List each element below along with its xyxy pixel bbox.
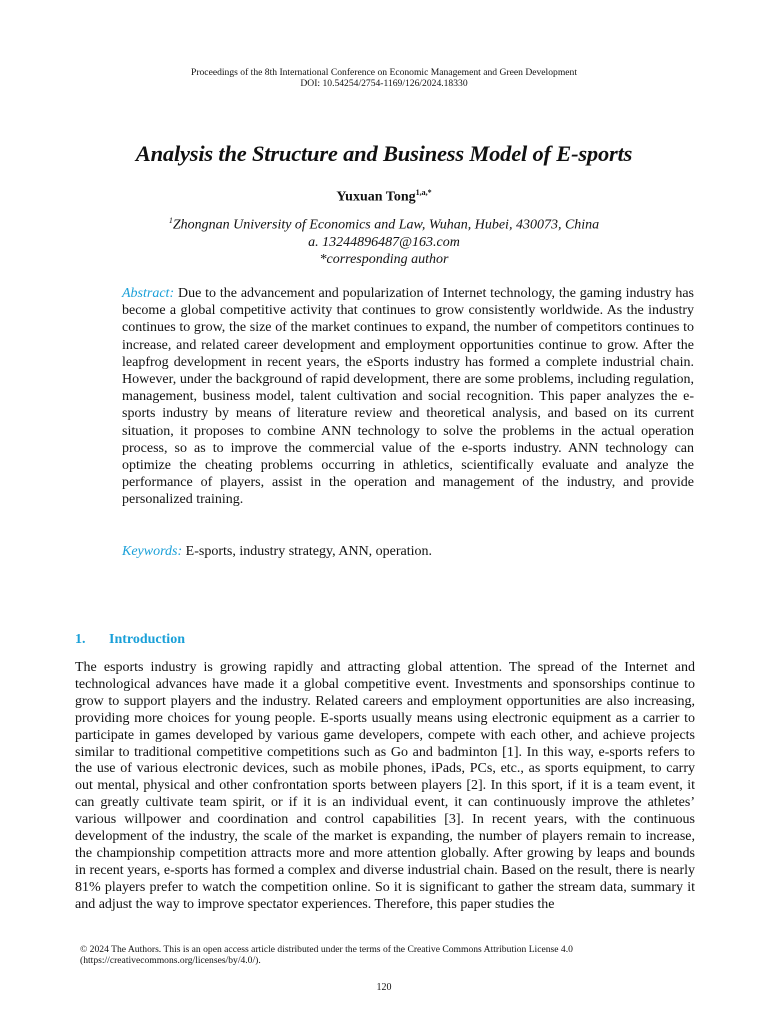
author-email: a. 13244896487@163.com bbox=[308, 234, 460, 250]
section-heading bbox=[75, 632, 185, 648]
author-superscript: 1,a,* bbox=[415, 188, 432, 197]
affiliation-block bbox=[0, 212, 768, 268]
page-number: 120 bbox=[376, 982, 392, 993]
running-header bbox=[0, 67, 768, 89]
section-number: 1. bbox=[75, 632, 86, 647]
header-conference: Proceedings of the 8th International Conference on Economic Management and Green Development bbox=[190, 67, 577, 78]
keywords bbox=[122, 543, 694, 560]
header-doi: DOI: 10.54254/2754-1169/126/2024.18330 bbox=[300, 78, 468, 89]
author-name: Yuxuan Tong bbox=[336, 189, 416, 205]
body-paragraph: The esports industry is growing rapidly and attracting global attention. The spread of the Internet and technological advances have made it a global competitive event. Investments and sponsorships continue to grow to support players and the industry. Related careers and employment opportunities are also increasing, providing more choices for young people. E-sports usually means using electronic equipment as a carrier to participate in games developed by various game developers, compete with each other, and achieve projects similar to traditional competitive competitions such as Go and badminton [1]. In this way, e-sports refers to the use of various electronic devices, such as mobile phones, iPads, PCs, etc., as sports equipment, to carry out mental, physical and other confrontation sports between players [2]. In this sport, if it is a team event, it can greatly cultivate team spirit, or if it is an individual event, it can continuously improve the athletes’ various willpower and coordination and control capabilities [3]. In recent years, with the continuous development of the industry, the scale of the market is expanding, the number of players remain to increase, the championship competition attracts more and more attention globally. After growing by leaps and bounds in recent years, e-sports has formed a complex and diverse industrial chain. Based on the result, there is nearly 81% players prefer to watch the competition online. So it is significant to gather the stream data, summary it and adjust the way to improve spectator experiences. Therefore, this paper studies the bbox=[75, 660, 695, 912]
corresponding-note: *corresponding author bbox=[319, 251, 449, 267]
affiliation-superscript: 1 bbox=[168, 216, 173, 225]
section-title: Introduction bbox=[109, 632, 185, 647]
abstract-text: Due to the advancement and popularization of Internet technology, the gaming industry has become a global competitive activity that continues to grow consistently worldwide. As the industry continues to grow, the size of the market continues to expand, the number of competitors continues to increase, and related career development and employment opportunities continue to grow. After the leapfrog development in recent years, the eSports industry has formed a complete industrial chain. However, under the background of rapid development, there are some problems, including regulation, management, business model, talent cultivation and social recognition. This paper analyzes the e-sports industry by means of literature review and theoretical analysis, and based on its current situation, it proposes to combine ANN technology to solve the problems in the actual operation process, so as to improve the commercial value of the e-sports industry. ANN technology can optimize the cheating problems occurring in athletics, scientifically evaluate and analyze the performance of players, assist in the operation and management of the industry, and provide personalized training. bbox=[122, 286, 695, 508]
affiliation-line bbox=[0, 212, 768, 234]
abstract-label: Abstract: bbox=[122, 286, 175, 301]
keywords-label: Keywords: bbox=[122, 544, 183, 559]
affiliation-name: Zhongnan University of Economics and Law, Wuhan, Hubei, 430073, China bbox=[172, 217, 600, 233]
author-line bbox=[0, 188, 768, 206]
license-line: © 2024 The Authors. This is an open access article distributed under the terms of the Creative Commons Attribution License 4.0 bbox=[80, 944, 573, 955]
license-url: (https://creativecommons.org/licenses/by/4.0/). bbox=[80, 955, 261, 966]
keywords-text: E-sports, industry strategy, ANN, operation. bbox=[185, 544, 433, 559]
abstract bbox=[122, 285, 694, 509]
paper-title: Analysis the Structure and Business Model of E-sports bbox=[135, 141, 633, 166]
license-footnote bbox=[80, 944, 690, 966]
